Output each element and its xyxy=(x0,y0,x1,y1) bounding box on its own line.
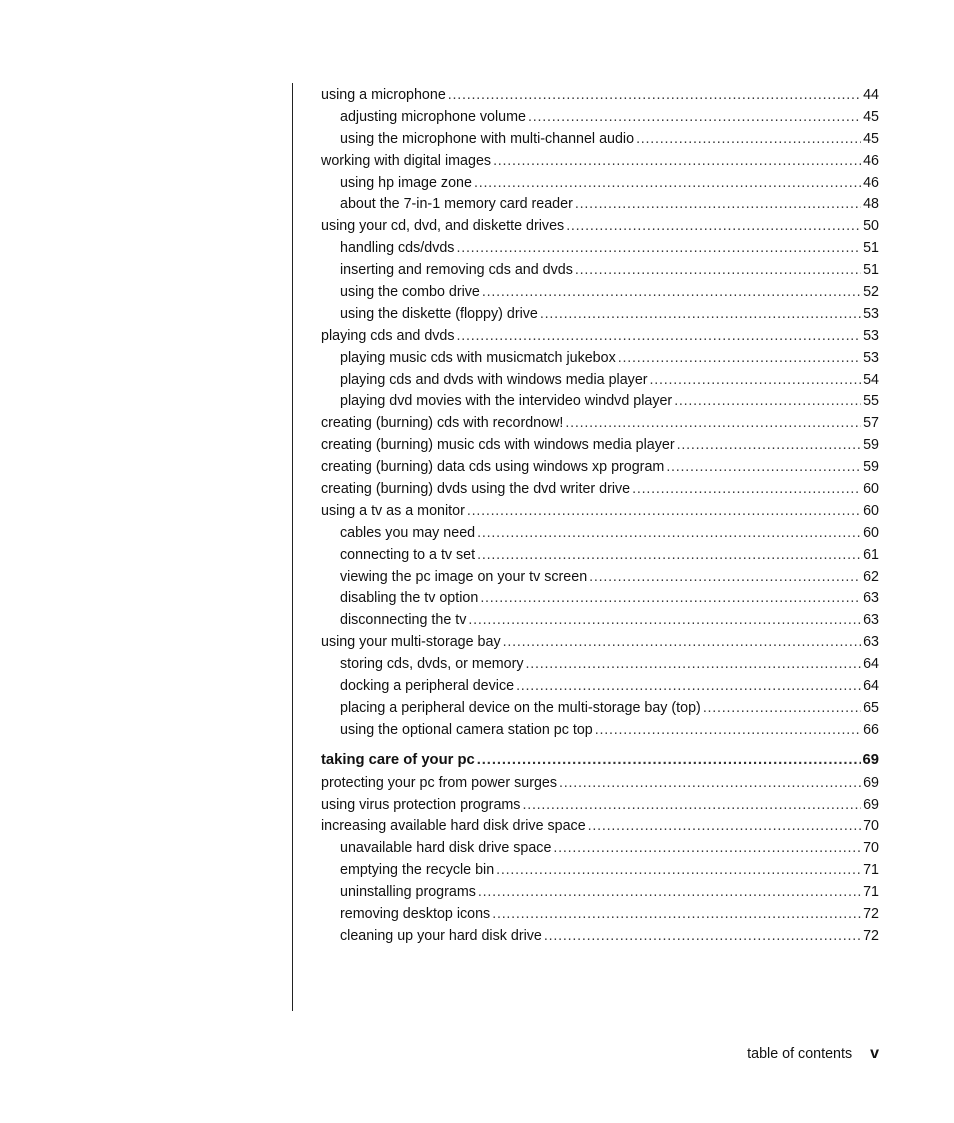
toc-entry[interactable] xyxy=(321,501,879,523)
dot-leader xyxy=(493,151,861,173)
toc-entry-title: playing cds and dvds with windows media player xyxy=(340,371,648,388)
toc-entry-page: 60 xyxy=(863,481,879,498)
toc-entry[interactable] xyxy=(321,413,879,435)
dot-leader xyxy=(636,129,861,151)
toc-entry-page: 46 xyxy=(863,152,879,169)
toc-entry-title: using your multi-storage bay xyxy=(321,634,501,651)
toc-entry-title: using the microphone with multi-channel audio xyxy=(340,130,635,147)
toc-entry-title: playing cds and dvds xyxy=(321,327,455,344)
toc-subentry[interactable] xyxy=(321,926,879,948)
toc-entry-page: 52 xyxy=(863,284,879,301)
toc-entry-page: 66 xyxy=(863,721,879,738)
toc-entry-title: creating (burning) cds with recordnow! xyxy=(321,415,564,432)
dot-leader xyxy=(522,795,861,817)
toc-entry-title: docking a peripheral device xyxy=(340,678,515,695)
toc-subentry[interactable] xyxy=(321,676,879,698)
toc-entry-page: 53 xyxy=(863,349,879,366)
dot-leader xyxy=(575,194,861,216)
dot-leader xyxy=(468,610,861,632)
dot-leader xyxy=(588,816,861,838)
toc-entry-page: 45 xyxy=(863,108,879,125)
toc-entry-page: 59 xyxy=(863,437,879,454)
toc-entry-title: emptying the recycle bin xyxy=(340,862,495,879)
toc-entry-page: 69 xyxy=(863,796,879,813)
toc-subentry[interactable] xyxy=(321,720,879,742)
toc-entry-title: playing dvd movies with the intervideo windvd player xyxy=(340,393,673,410)
margin-rule xyxy=(292,83,293,1011)
toc-entry-title: disconnecting the tv xyxy=(340,612,467,629)
dot-leader xyxy=(496,860,861,882)
toc-subentry[interactable] xyxy=(321,882,879,904)
dot-leader xyxy=(674,391,861,413)
dot-leader xyxy=(456,238,861,260)
toc-entry-title: creating (burning) dvds using the dvd writer drive xyxy=(321,481,631,498)
toc-subentry[interactable] xyxy=(321,173,879,195)
toc-subentry[interactable] xyxy=(321,698,879,720)
toc-entry-page: 55 xyxy=(863,393,879,410)
dot-leader xyxy=(477,750,861,772)
toc-entry-title: connecting to a tv set xyxy=(340,546,476,563)
toc-entry-page: 65 xyxy=(863,699,879,716)
toc-entry-page: 44 xyxy=(863,87,879,103)
toc-entry-page: 59 xyxy=(863,459,879,476)
toc-entry-page: 51 xyxy=(863,262,879,279)
dot-leader xyxy=(503,632,862,654)
toc-entry[interactable] xyxy=(321,216,879,238)
toc-entry-page: 63 xyxy=(863,590,879,607)
toc-subentry[interactable] xyxy=(321,610,879,632)
toc-entry[interactable] xyxy=(321,773,879,795)
toc-subentry[interactable] xyxy=(321,260,879,282)
toc-entry-title: using the diskette (floppy) drive xyxy=(340,305,538,322)
toc-entry-title: using the combo drive xyxy=(340,284,480,301)
toc-entry-page: 63 xyxy=(863,634,879,651)
toc-entry-title: cleaning up your hard disk drive xyxy=(340,927,542,944)
toc-entry-page: 61 xyxy=(863,546,879,563)
toc-entry-page: 62 xyxy=(863,568,879,585)
dot-leader xyxy=(474,173,861,195)
toc-entry[interactable] xyxy=(321,479,879,501)
toc-subentry[interactable] xyxy=(321,282,879,304)
toc-entry-page: 63 xyxy=(863,612,879,629)
dot-leader xyxy=(559,773,861,795)
toc-subentry[interactable] xyxy=(321,860,879,882)
toc-entry-page: 48 xyxy=(863,196,879,213)
dot-leader xyxy=(589,567,861,589)
toc-entry-title: creating (burning) data cds using windows xp program xyxy=(321,459,665,476)
dot-leader xyxy=(566,216,861,238)
toc-entry-title: playing music cds with musicmatch jukebox xyxy=(340,349,616,366)
toc-entry-page: 71 xyxy=(863,884,879,901)
toc-entry[interactable] xyxy=(321,151,879,173)
toc-entry-title: viewing the pc image on your tv screen xyxy=(340,568,588,585)
dot-leader xyxy=(516,676,861,698)
toc-subentry[interactable] xyxy=(321,348,879,370)
toc-entry-title: uninstalling programs xyxy=(340,884,476,901)
toc-entry-page: 53 xyxy=(863,305,879,322)
toc-subentry[interactable] xyxy=(321,838,879,860)
toc-entry-title: removing desktop icons xyxy=(340,905,491,922)
toc-entry-title: using virus protection programs xyxy=(321,796,521,813)
toc-entry-title: increasing available hard disk drive space xyxy=(321,818,586,835)
toc-entry-page: 53 xyxy=(863,327,879,344)
toc-entry[interactable] xyxy=(321,457,879,479)
toc-entry-title: protecting your pc from power surges xyxy=(321,774,558,791)
toc-entry-page: 60 xyxy=(863,502,879,519)
dot-leader xyxy=(544,926,861,948)
toc-entry-page: 64 xyxy=(863,678,879,695)
toc-entry-page: 70 xyxy=(863,840,879,857)
toc-entry-title: using your cd, dvd, and diskette drives xyxy=(321,218,565,235)
toc-entry-page: 57 xyxy=(863,415,879,432)
toc-entry-title: disabling the tv option xyxy=(340,590,479,607)
toc-entry[interactable] xyxy=(321,795,879,817)
toc-subentry[interactable] xyxy=(321,107,879,129)
toc-subentry[interactable] xyxy=(321,567,879,589)
toc-entry-page: 54 xyxy=(863,371,879,388)
toc-entry-page: 72 xyxy=(863,905,879,922)
toc-entry[interactable] xyxy=(321,816,879,838)
page-footer xyxy=(747,1045,879,1063)
dot-leader xyxy=(448,85,861,107)
dot-leader xyxy=(632,479,861,501)
toc-entry[interactable] xyxy=(321,326,879,348)
footer-label: table of contents xyxy=(747,1046,853,1062)
toc-entry-title: handling cds/dvds xyxy=(340,240,455,257)
dot-leader xyxy=(492,904,861,926)
toc-subentry[interactable] xyxy=(321,545,879,567)
dot-leader xyxy=(526,654,862,676)
toc-entry-title: storing cds, dvds, or memory xyxy=(340,656,524,673)
toc-entry-page: 71 xyxy=(863,862,879,879)
toc-entry-title: using the optional camera station pc top xyxy=(340,721,593,738)
toc-entry[interactable] xyxy=(321,435,879,457)
toc-entry-page: 60 xyxy=(863,524,879,541)
toc-chapter-heading[interactable] xyxy=(321,750,879,772)
toc-entry-page: 72 xyxy=(863,927,879,944)
dot-leader xyxy=(677,435,861,457)
toc-subentry[interactable] xyxy=(321,238,879,260)
toc-entry-page: 50 xyxy=(863,218,879,235)
dot-leader xyxy=(703,698,861,720)
toc-subentry[interactable] xyxy=(321,523,879,545)
toc-entry-title: using a tv as a monitor xyxy=(321,502,465,519)
toc-entry-title: using hp image zone xyxy=(340,174,472,191)
toc-entry[interactable] xyxy=(321,85,879,107)
toc-entry-page: 51 xyxy=(863,240,879,257)
dot-leader xyxy=(482,282,861,304)
toc-subentry[interactable] xyxy=(321,588,879,610)
dot-leader xyxy=(477,523,861,545)
dot-leader xyxy=(618,348,861,370)
toc-entry-page: 64 xyxy=(863,656,879,673)
toc-subentry[interactable] xyxy=(321,194,879,216)
toc-entry-title: using a microphone xyxy=(321,87,446,103)
table-of-contents xyxy=(321,85,879,948)
toc-subentry[interactable] xyxy=(321,391,879,413)
dot-leader xyxy=(595,720,861,742)
dot-leader xyxy=(575,260,861,282)
toc-subentry[interactable] xyxy=(321,304,879,326)
dot-leader xyxy=(478,882,861,904)
dot-leader xyxy=(477,545,861,567)
toc-entry[interactable] xyxy=(321,632,879,654)
dot-leader xyxy=(528,107,861,129)
dot-leader xyxy=(457,326,862,348)
dot-leader xyxy=(650,370,862,392)
toc-entry-title: adjusting microphone volume xyxy=(340,108,526,125)
toc-entry-title: placing a peripheral device on the multi-storage bay (top) xyxy=(340,699,701,716)
dot-leader xyxy=(467,501,861,523)
toc-entry-page: 69 xyxy=(863,774,879,791)
toc-entry-page: 46 xyxy=(863,174,879,191)
toc-subentry[interactable] xyxy=(321,654,879,676)
dot-leader xyxy=(666,457,861,479)
dot-leader xyxy=(540,304,861,326)
toc-entry-page: 69 xyxy=(862,751,879,768)
toc-entry-title: unavailable hard disk drive space xyxy=(340,840,552,857)
toc-entry-title: about the 7-in-1 memory card reader xyxy=(340,196,573,213)
toc-entry-title: inserting and removing cds and dvds xyxy=(340,262,573,279)
toc-entry-title: creating (burning) music cds with windows media player xyxy=(321,437,675,454)
toc-entry-title: taking care of your pc xyxy=(321,751,475,768)
toc-subentry[interactable] xyxy=(321,370,879,392)
toc-entry-page: 70 xyxy=(863,818,879,835)
toc-subentry[interactable] xyxy=(321,129,879,151)
toc-entry-page: 45 xyxy=(863,130,879,147)
page-number: v xyxy=(870,1045,879,1062)
dot-leader xyxy=(480,588,861,610)
toc-subentry[interactable] xyxy=(321,904,879,926)
dot-leader xyxy=(553,838,861,860)
dot-leader xyxy=(565,413,861,435)
toc-entry-title: cables you may need xyxy=(340,524,476,541)
toc-entry-title: working with digital images xyxy=(321,152,492,169)
